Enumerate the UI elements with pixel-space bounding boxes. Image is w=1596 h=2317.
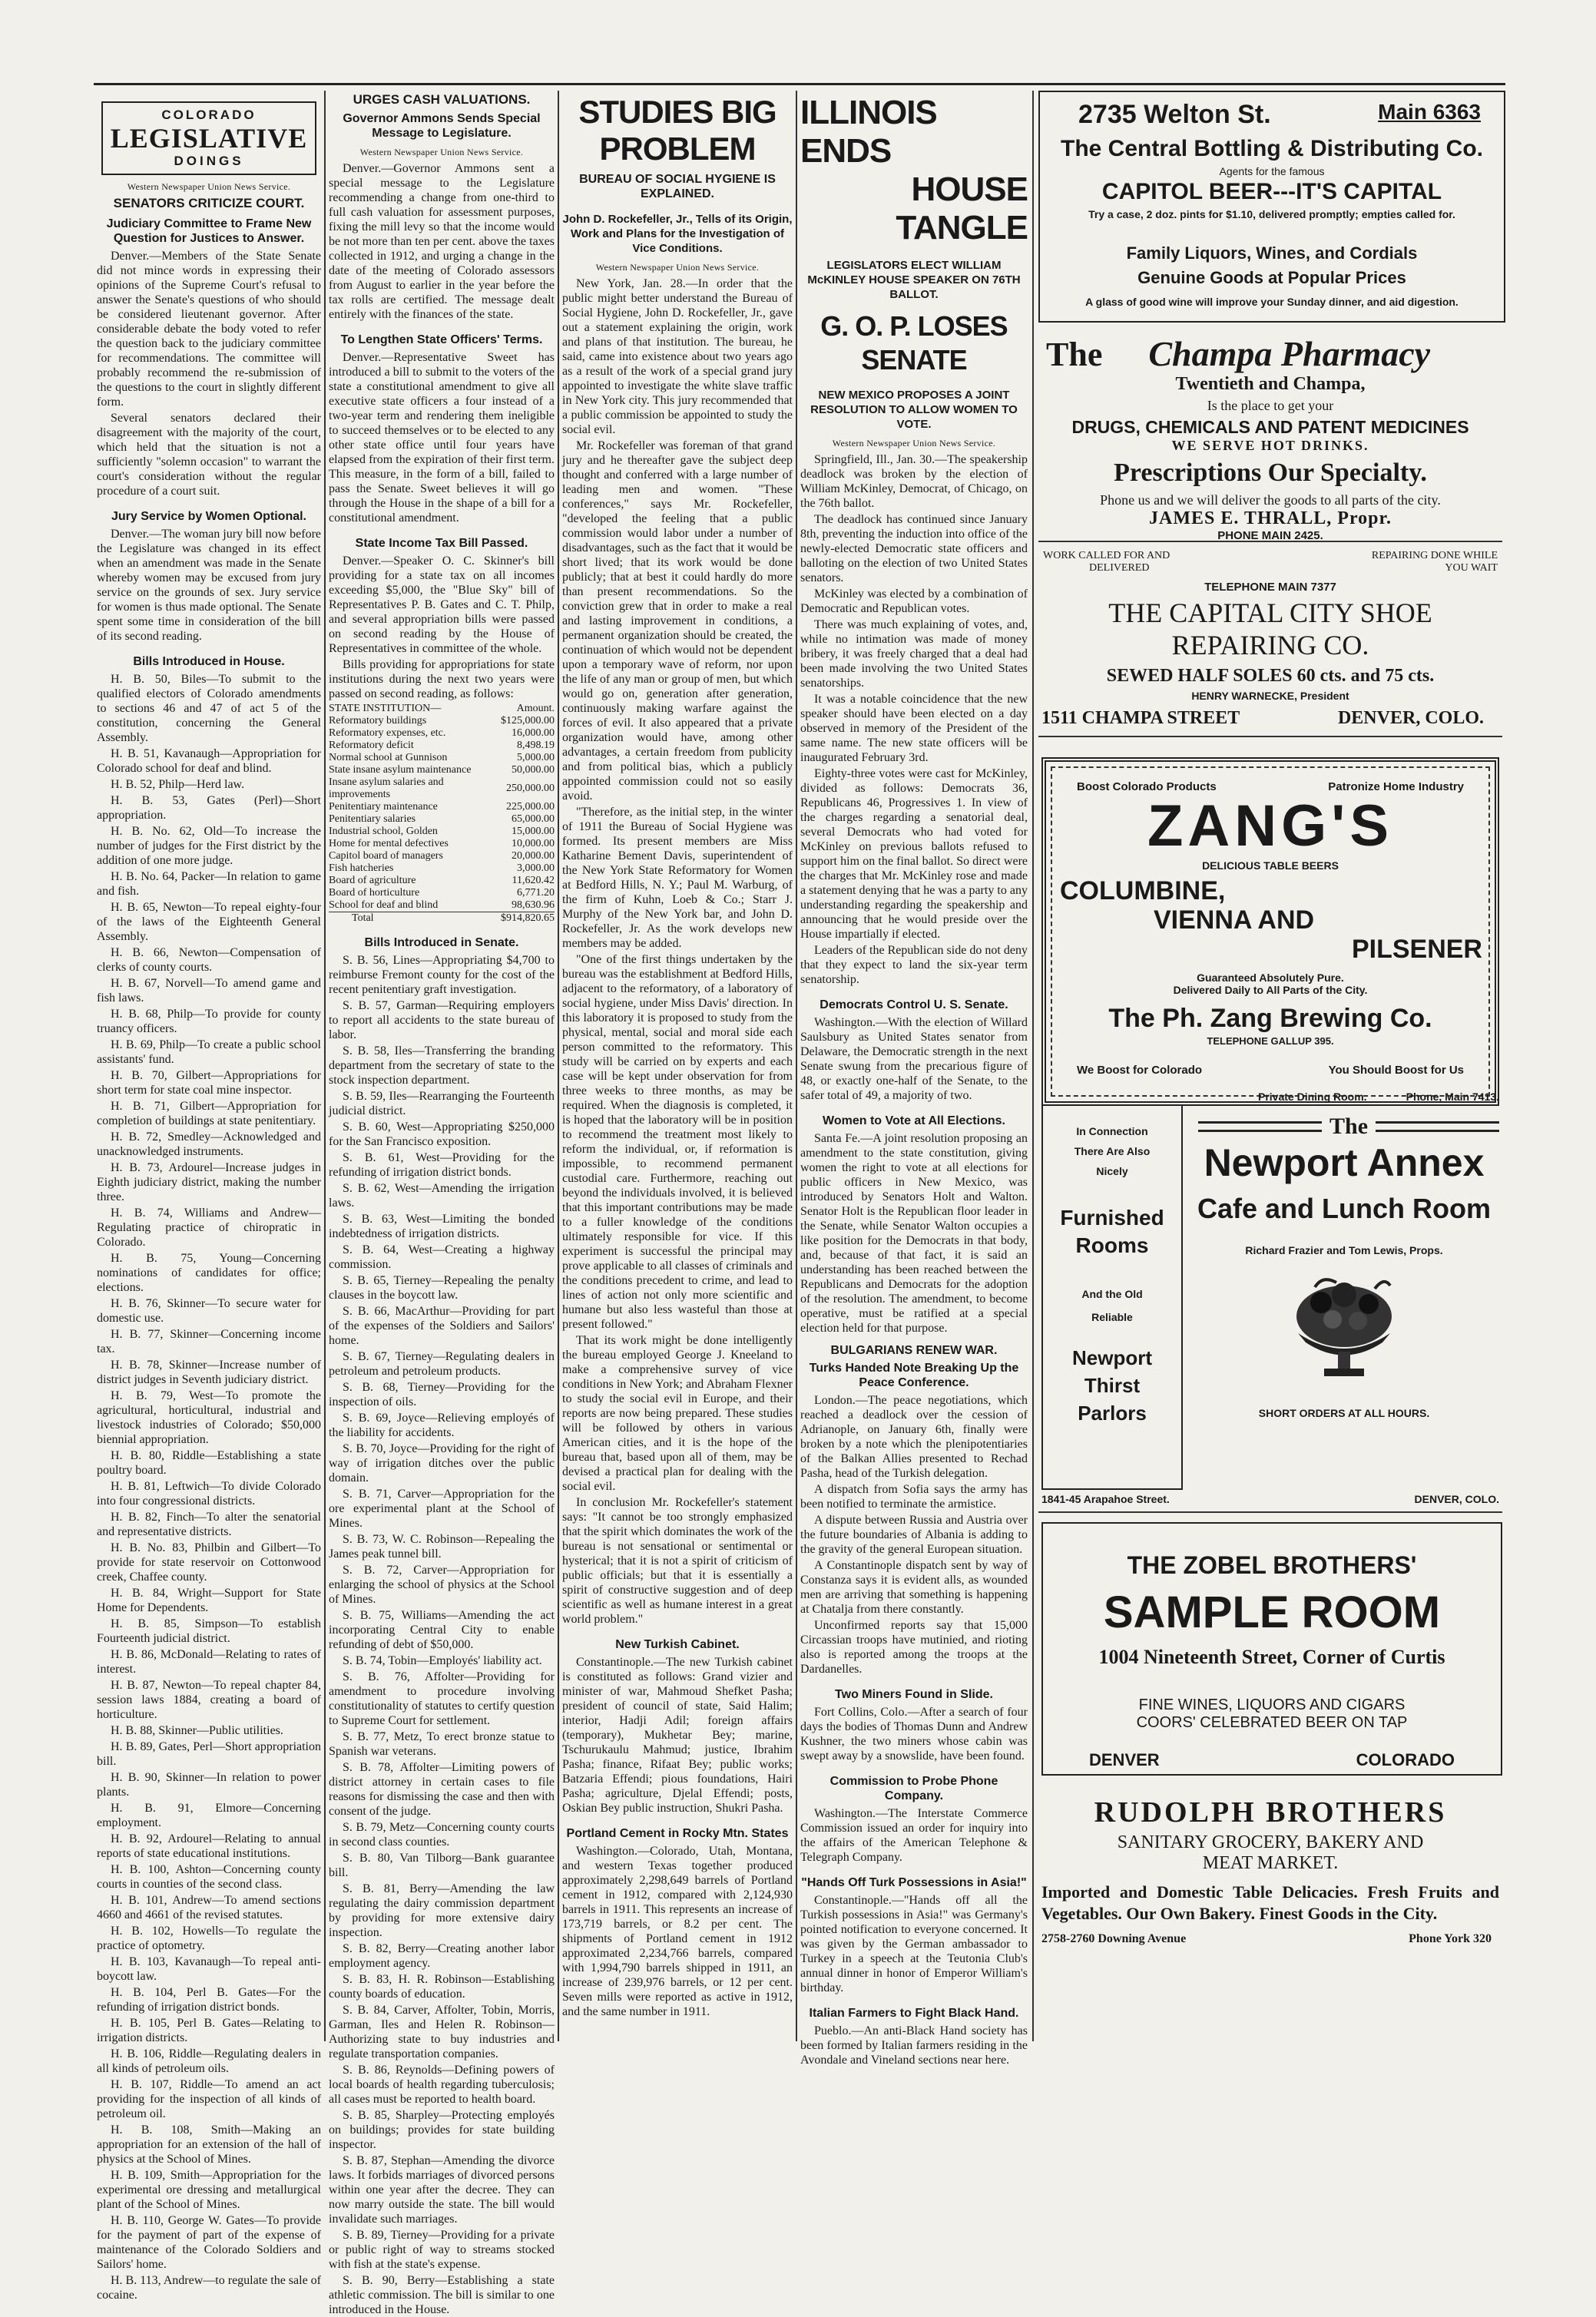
paragraph: Constantinople.—"Hands off all the Turkish possessions in Asia!" was Germany's pointed notification to everyone concerned. It was given by the German ambassador to Turkey in a speech at the Teutonia Club's annual dinner in honor of Emperor William's birthday.	[800, 1894, 1028, 1994]
paragraph: H. B. 88, Skinner—Public utilities.	[111, 1724, 283, 1737]
paragraph: H. B. 75, Young—Concerning nominations of candidates for office; elections.	[97, 1252, 321, 1294]
institution-amount: 65,000.00	[512, 813, 555, 825]
subhead-income-tax: State Income Tax Bill Passed.	[355, 537, 528, 550]
ad-short-orders: SHORT ORDERS AT ALL HOURS.	[1258, 1407, 1430, 1419]
table-row	[329, 727, 555, 740]
paragraph: H. B. 107, Riddle—To amend an act providing for the inspection of all kinds of petroleum oil.	[97, 2078, 321, 2120]
paragraph: S. B. 68, Tierney—Providing for the inspection of oils.	[329, 1381, 555, 1408]
table-row	[329, 813, 555, 826]
paragraph: Constantinople.—The new Turkish cabinet is constituted as follows: Grand vizier and minister of war, Mahmoud Shefket Pasha; president of council of state, Said Halim; interior, Hadji Adil; foreign affairs (temporary), Mukhetar Bey; marine, Tschurukaulu Mahmud; justice, Ibrahim Pasha; finance, Rifaat Bey; public works; Batzaria Effendi; pious foundations, Hairi Pasha; agriculture, Djelal Effendi; posts, Oskian Bey public instruction, Shukri Pasha.	[562, 1656, 793, 1815]
ad-wine: A glass of good wine will improve your Sunday dinner, and aid digestion.	[1085, 296, 1459, 308]
ad-rooms: Rooms	[1075, 1233, 1149, 1257]
ad-champa-pharmacy	[1038, 326, 1502, 542]
institution-name: State insane asylum maintenance	[329, 764, 472, 776]
ad-zobel-colorado: COLORADO	[1356, 1750, 1455, 1769]
column-legislative	[97, 91, 322, 2302]
paragraph: Unconfirmed reports say that 15,000 Circassian troops have mutinied, and rioting also is reported among the troops at the Dardanelles.	[800, 1619, 1028, 1676]
paragraph: Washington.—With the election of Willard Saulsbury as United States senator from Delaware, the Democratic strength in the next Senate swung from the precarious figure of 48, or exactly one-half of the Senate, to the safer total of 49, a majority of two.	[800, 1016, 1028, 1102]
ad-proprietor: JAMES E. THRALL, Propr.	[1149, 508, 1392, 528]
table-row	[329, 715, 555, 727]
paragraph: S. B. 85, Sharpley—Protecting employés on buildings; provides for state building inspector.	[329, 2109, 555, 2151]
ad-newport-sidebox	[1041, 1104, 1183, 1490]
paragraph: S. B. 65, Tierney—Repealing the penalty clauses in the boycott law.	[329, 1274, 555, 1302]
ad-location: Twentieth and Champa,	[1175, 374, 1366, 394]
paragraph: S. B. 90, Berry—Establishing a state athletic commission. The bill is similar to one introduced in the House.	[329, 2274, 555, 2316]
paragraph: H. B. No. 62, Old—To increase the number of judges for the First district by the addition of one more judge.	[97, 825, 321, 867]
ad-columbine: COLUMBINE,	[1060, 876, 1226, 905]
paragraph: S. B. 78, Affolter—Limiting powers of district attorney in certain cases to file reasons for dismissing the case and then with consent of the judge.	[329, 1761, 555, 1818]
ad-newport-address: 1841-45 Arapahoe Street.	[1041, 1493, 1170, 1505]
ad-thirst: Newport Thirst	[1072, 1346, 1152, 1397]
paragraph: Mr. Rockefeller was foreman of that grand jury and he thereafter gave the subject deep thought and conferred with a large number of leading men and women. "These conferences," says Mr. Rockefeller, "developed the feeling that a public commission would labor under a number of disadvantages, such as the fact that it would be short lived; that its work would be done publicly; that at best it could hardly do more than present recommendations. So the conviction grew that in order to make a real and lasting improvement in conditions, a permanent organization should be created, the continuation of which would not be dependent upon a temporary wave of reform, nor upon the life of any man or group of men, but which would go on, generation after generation, continuously making warfare against the forces of evil. It also appeared that a private organization would have, among other advantages, a certain freedom from publicity and from political bias, which a publicly appointed commission could not so easily avoid.	[562, 439, 793, 803]
ad-shoe-address: 1511 CHAMPA STREET	[1041, 708, 1240, 728]
paragraph: S. B. 67, Tierney—Regulating dealers in petroleum and petroleum products.	[329, 1350, 555, 1378]
paragraph: H. B. 53, Gates (Perl)—Short appropriation.	[97, 794, 321, 822]
institution-amount: 5,000.00	[517, 752, 555, 763]
ad-work-called: WORK CALLED FOR AND	[1043, 550, 1171, 561]
ad-drugs: DRUGS, CHEMICALS AND PATENT MEDICINES	[1071, 417, 1469, 437]
institution-name: Normal school at Gunnison	[329, 752, 448, 763]
institution-amount: $125,000.00	[501, 715, 555, 727]
paragraph: There was much explaining of votes, and, while no intimation was made of money bribery, it was freely charged that a deal had been made involving the two United States senatorships.	[800, 618, 1028, 690]
paragraph: H. B. No. 83, Philbin and Gilbert—To provide for state reservoir on Cottonwood creek, Chaffee county.	[97, 1541, 321, 1584]
paragraph: Santa Fe.—A joint resolution proposing an amendment to the state constitution, giving women the right to vote at all elections for public officers in New Mexico, was introduced by Senators Holt and Walton. Senator Holt is the Republican floor leader in the Senate, while Senator Walton occupies a like position for the Democrats in that body, and, because of that fact, it is said an understanding has been reached between the Republicans and Democrats for the adoption of the resolution. The amendment, to become operative, must be ratified at a special election held for that purpose.	[800, 1132, 1028, 1335]
ad-repairing: REPAIRING DONE WHILE	[1371, 550, 1498, 561]
paragraph: H. B. 105, Perl B. Gates—Relating to irrigation districts.	[97, 2017, 321, 2044]
ad-zobel-denver: DENVER	[1089, 1750, 1160, 1769]
institution-name: Board of horticulture	[329, 887, 420, 899]
paragraph: McKinley was elected by a combination of Democratic and Republican votes.	[800, 588, 1028, 615]
ad-line: In Connection	[1076, 1125, 1148, 1137]
paragraph: H. B. 102, Howells—To regulate the practice of optometry.	[97, 1925, 321, 1952]
ad-boost-us: You Should Boost for Us	[1328, 1064, 1464, 1077]
institution-amount: 16,000.00	[512, 727, 555, 739]
paragraph: H. B. 51, Kavanaugh—Appropriation for Colorado school for deaf and blind.	[97, 747, 321, 775]
ad-shoe-name2: REPAIRING CO.	[1171, 630, 1369, 660]
bulgarian-article	[800, 1393, 1028, 1677]
ad-zang-telephone: TELEPHONE GALLUP 395.	[1207, 1035, 1334, 1047]
paragraph: H. B. 103, Kavanaugh—To repeal anti-boycott law.	[97, 1955, 321, 1983]
headline-valuations: URGES CASH VALUATIONS.	[353, 92, 531, 107]
institution-name: Reformatory deficit	[329, 740, 414, 751]
paragraph: Denver.—The woman jury bill now before the Legislature was changed in its effect when an amendment was made in the Senate whereby women may be excused from jury service on the grounds of sex. Jury service for women is thus made optional. The Senate spent some time in consideration of the bill of its second reading.	[97, 528, 321, 643]
paragraph: H. B. 92, Ardourel—Relating to annual reports of state educational institutions.	[97, 1832, 321, 1860]
paragraph: Washington.—Colorado, Utah, Montana, and western Texas together produced approximately 2,298,649 barrels of Portland cement in 1912, compared with 2,124,930 barrels in 1911. This represents an increase of 173,719 barrels, or 8.2 per cent. The shipments of Portland cement in 1912 approximated 2,234,766 barrels, compared with 1,994,790 barrels shipped in 1911, an increase of 239,976 barrels, or 12 per cent. Seven mills were reported as active in 1912, and the same number in 1911.	[562, 1845, 793, 2018]
table-total-value: $914,820.65	[501, 912, 555, 924]
table-row	[329, 875, 555, 887]
ad-zobel-name: THE ZOBEL BROTHERS'	[1127, 1551, 1417, 1579]
ad-vienna: VIENNA AND	[1154, 905, 1315, 935]
institution-name: School for deaf and blind	[329, 899, 439, 911]
column-divider	[1032, 91, 1034, 2041]
ad-newport-the: The	[1329, 1114, 1369, 1139]
ad-shoe-name1: THE CAPITAL CITY SHOE	[1108, 597, 1432, 628]
ad-line: Reliable	[1091, 1311, 1133, 1323]
paragraph: A Constantinople dispatch sent by way of Constanza says it is evident alls, as wounded men are arriving that something is happening at Chatalja from there constantly.	[800, 1559, 1028, 1616]
ad-sanitary: SANITARY GROCERY, BAKERY AND	[1117, 1832, 1424, 1852]
institution-name: Penitentiary salaries	[329, 813, 416, 825]
paragraph: S. B. 72, Carver—Appropriation for enlarging the school of physics at the School of Mines.	[329, 1564, 555, 1606]
ad-zangs: ZANG'S	[1147, 793, 1394, 859]
ad-genuine: Genuine Goods at Popular Prices	[1137, 268, 1406, 287]
paragraph: H. B. 91, Elmore—Concerning employment.	[97, 1802, 321, 1829]
institution-name: Reformatory buildings	[329, 715, 427, 727]
paragraph: S. B. 84, Carver, Affolter, Tobin, Morris, Garman, Iles and Helen R. Robinson—Authorizing state to buy industries and regulate transportation companies.	[329, 2004, 555, 2060]
ad-line: Nicely	[1096, 1165, 1128, 1177]
ad-specialty: Prescriptions Our Specialty.	[1114, 458, 1427, 487]
credit: Western Newspaper Union News Service.	[127, 181, 291, 192]
table-total-label: Total	[329, 912, 501, 925]
paragraph: It was a notable coincidence that the new speaker should have been elected on a day observed in memory of the President of the same name. The new state officers will be inaugurated February 3rd.	[800, 693, 1028, 764]
ad-central-bottling	[1038, 91, 1505, 323]
institution-amount: 8,498.19	[517, 740, 555, 751]
paragraph: S. B. 86, Reynolds—Defining powers of local boards of health regarding tuberculosis; all cases must be reported to health board.	[329, 2064, 555, 2106]
ad-zobel-address: 1004 Nineteenth Street, Corner of Curtis	[1098, 1646, 1445, 1668]
ad-rudolph-brothers	[1038, 1779, 1502, 2001]
institution-name: Fish hatcheries	[329, 862, 394, 874]
paragraph: Several senators declared their disagreement with the majority of the court, which held that the situation is not a sufficiently "solemn occasion" to warrant the court's consideration without the regular procedure of a court suit.	[97, 412, 321, 498]
subhead-italian: Italian Farmers to Fight Black Hand.	[809, 2007, 1019, 2020]
paragraph: H. B. 81, Leftwich—To divide Colorado into four congressional districts.	[97, 1480, 321, 1508]
paragraph: H. B. 65, Newton—To repeal eighty-four of the laws of the Eighteenth General Assembly.	[97, 901, 321, 943]
paragraph: H. B. 79, West—To promote the agricultural, horticultural, industrial and livestock industries of Colorado; $50,000 biennial appropriation.	[97, 1389, 321, 1446]
paragraph: S. B. 83, H. R. Robinson—Establishing county boards of education.	[329, 1973, 555, 2001]
paragraph: S. B. 77, Metz, To erect bronze statue to Spanish war veterans.	[329, 1730, 555, 1758]
headline-senators: SENATORS CRITICIZE COURT.	[113, 196, 305, 210]
paragraph: Denver.—Speaker O. C. Skinner's bill providing for a state tax on all incomes exceeding $5,000, the "Blue Sky" bill of Representatives P. B. Gates and C. T. Philp, and several appropriation bills were passed on second reading by the House of Representatives in committee of the whole.	[329, 554, 555, 655]
institution-name: Industrial school, Golden	[329, 826, 438, 837]
appropriation-table	[329, 703, 555, 925]
ad-rudolph-phone: Phone York 320	[1409, 1932, 1492, 1945]
senate-bills-list	[329, 953, 555, 2317]
paragraph: S. B. 59, Iles—Rearranging the Fourteenth judicial district.	[329, 1090, 555, 1117]
paragraph: S. B. 60, West—Appropriating $250,000 for the San Francisco exposition.	[329, 1120, 555, 1148]
subhead-terms: To Lengthen State Officers' Terms.	[340, 333, 543, 346]
institution-amount: 98,630.96	[512, 899, 555, 911]
institution-amount: 6,771.20	[517, 887, 555, 899]
credit: Western Newspaper Union News Service.	[595, 262, 760, 273]
paragraph: In conclusion Mr. Rockefeller's statement says: "It cannot be too strongly emphasized that the spirit which dominates the work of the bureau is not sensational or sentimental or hysterical; that it is not a spirit of criticism of public officials; but that it is essentially a spirit of constructive suggestion and of deep scientific as well as humane interest in a great world problem."	[562, 1496, 793, 1626]
paragraph: S. B. 58, Iles—Transferring the branding department from the secretary of state to the stock inspection department.	[329, 1044, 555, 1087]
institution-name: Board of agriculture	[329, 875, 416, 886]
paragraph: S. B. 71, Carver—Appropriation for the ore experimental plant at the School of Mines.	[329, 1488, 555, 1530]
ad-you-wait: YOU WAIT	[1445, 562, 1498, 574]
legislative-box	[101, 101, 316, 175]
ad-zang-company: The Ph. Zang Brewing Co.	[1108, 1004, 1432, 1033]
ad-cafe: Cafe and Lunch Room	[1197, 1193, 1491, 1224]
paragraph: S. B. 80, Van Tilborg—Bank guarantee bill.	[329, 1852, 555, 1879]
ad-telephone: TELEPHONE MAIN 7377	[1204, 581, 1336, 594]
paragraph: H. B. 74, Williams and Andrew—Regulating practice of chiropratic in Colorado.	[97, 1206, 321, 1249]
illinois-article	[800, 452, 1028, 987]
ad-newport-phone: Phone, Main 7413.	[1406, 1091, 1499, 1103]
institution-amount: 3,000.00	[517, 862, 555, 874]
paragraph: The deadlock has continued since January 8th, preventing the induction into office of the newly-elected Democratic state officers and balloting on the election of two United States senators.	[800, 513, 1028, 584]
ad-line: And the Old	[1081, 1288, 1143, 1300]
ad-fine-wines: FINE WINES, LIQUORS AND CIGARS	[1138, 1696, 1406, 1713]
table-row	[329, 838, 555, 850]
paragraph: S. B. 76, Affolter—Providing for amendment to procedure involving constitutionality of statutes to certify question to Supreme Court for settlement.	[329, 1670, 555, 1727]
paragraph: Eighty-three votes were cast for McKinley, divided as follows: Democrats 36, Republicans 46, Progressives 1. In view of the charges regarding a senatorial deal, several Democrats who had voted for McKinley on previous ballots refused to support him on the final ballot. So direct were the charges that Mr. McKinley rose and made a statement denying that he was a party to any understanding regarding the speakership and announcing that he would preside over the House impartially if elected.	[800, 767, 1028, 941]
paragraph: Denver.—Members of the State Senate did not mince words in expressing their opinions of the Supreme Court's refusal to answer the Senate's questions of who should be considered lieutenant governor. After considerable debate the body voted to refer the question back to the judiciary committee for recommendations. The committee will probably recommend the re-submission of the questions to the court in slightly different form.	[97, 250, 321, 409]
ad-phone: PHONE MAIN 2425.	[1217, 529, 1323, 542]
ad-pilsener: PILSENER	[1351, 935, 1482, 964]
paragraph: H. B. 72, Smedley—Acknowledged and unacknowledged instruments.	[97, 1130, 321, 1158]
box-bot: DOINGS	[174, 154, 244, 168]
subhead-new-mexico: NEW MEXICO PROPOSES A JOINT RESOLUTION TO ALLOW WOMEN TO VOTE.	[810, 389, 1018, 431]
subhead-cabinet: New Turkish Cabinet.	[615, 1638, 740, 1651]
paragraph: Bills providing for appropriations for state institutions during the next two years were passed on second reading, as follows:	[329, 658, 555, 700]
ad-capitol-beer: CAPITOL BEER---IT'S CAPITAL	[1101, 179, 1442, 204]
column-valuations	[329, 91, 555, 2316]
paragraph: H. B. 70, Gilbert—Appropriations for short term for state coal mine inspector.	[97, 1069, 321, 1097]
headline-gop: G. O. P. LOSES SENATE	[820, 310, 1008, 376]
ad-zobel-brothers	[1041, 1522, 1502, 1776]
paragraph: S. B. 70, Joyce—Providing for the right of way of irrigation ditches over the public domain.	[329, 1442, 555, 1485]
paragraph: Leaders of the Republican side do not deny that they expect to land the six-year term senatorship.	[800, 944, 1028, 986]
ad-newport-props: Richard Frazier and Tom Lewis, Props.	[1245, 1244, 1443, 1256]
column-divider	[558, 91, 559, 2041]
table-header-right: Amount.	[516, 703, 555, 714]
paragraph: S. B. 66, MacArthur—Providing for part of the expenses of the Soldiers and Sailors' home.	[329, 1305, 555, 1347]
institution-amount: 250,000.00	[506, 783, 555, 794]
paragraph: S. B. 64, West—Creating a highway commission.	[329, 1243, 555, 1271]
ad-pure: Guaranteed Absolutely Pure.	[1197, 971, 1344, 984]
paragraph: H. B. 67, Norvell—To amend game and fish laws.	[97, 977, 321, 1005]
paragraph: "Therefore, as the initial step, in the winter of 1911 the Bureau of Social Hygiene was formed. Its present members are Miss Katharine Bement Davis, superintendent of the New York State Reformatory for Women at Bedford Hills, N. Y.; Paul M. Warburg, of the firm of Kuhn, Loeb & Co.; Starr J. Murphy of the New York bar, and John D. Rockefeller, Jr. As the work develops new members may be added.	[562, 806, 793, 950]
institution-amount: 10,000.00	[512, 838, 555, 849]
paragraph: S. B. 75, Williams—Amending the act incorporating Central City to enable refunding of debt of $50,000.	[329, 1609, 555, 1651]
box-mid: LEGISLATIVE	[110, 123, 308, 154]
paragraph: London.—The peace negotiations, which reached a deadlock over the cession of Adrianople, on January 6th, finally were broken by a note which the plenipotentiaries of the Balkan Allies presented to Rechad Pasha, head of the Turkish delegation.	[800, 1394, 1028, 1480]
paragraph: H. B. 69, Philp—To create a public school assistants' fund.	[97, 1038, 321, 1066]
paragraph: Fort Collins, Colo.—After a search of four days the bodies of Thomas Dunn and Andrew Kushner, the two miners whose cabin was swept away by a snowslide, have been found.	[800, 1706, 1028, 1763]
institution-amount: 11,620.42	[512, 875, 555, 886]
institution-name: Insane asylum salaries and improvements	[329, 776, 444, 800]
subhead-judiciary: Judiciary Committee to Frame New Question for Justices to Answer.	[106, 217, 312, 245]
paragraph: H. B. 80, Riddle—Establishing a state poultry board.	[97, 1449, 321, 1477]
ad-private-dining: Private Dining Room.	[1258, 1091, 1367, 1103]
subhead-turks: Turks Handed Note Breaking Up the Peace Conference.	[809, 1362, 1019, 1389]
ad-soles: SEWED HALF SOLES 60 cts. and 75 cts.	[1106, 666, 1435, 686]
paragraph: S. B. 69, Joyce—Relieving employés of the liability for accidents.	[329, 1412, 555, 1439]
paragraph: "One of the first things undertaken by the bureau was the establishment at Bedford Hills, adjacent to the reformatory, of a laboratory of social hygiene, under Miss Davis' direction. In this laboratory it is proposed to study from the physical, mental, social and moral side each person committed to the reformatory. This study will be carried on by experts and each case will be kept under observation for from three weeks to three months, as may be required. When the diagnosis is completed, it is hoped that the laboratory will be in position to recommend the treatment most likely to reform the individual, or, if reformation is impossible, to recommend permanent custodial care. Furthermore, reaching out beyond the individuals involved, it is believed that this important contributions may be made to a fuller knowledge of the conditions ultimately responsible for vice. If this experiment is successful the principal may prove applicable to all classes of criminals and the conditions precedent to crime, and lead to lines of action not only more scientific and humane but also less wasteful than those at present followed."	[562, 953, 793, 1331]
paragraph: Washington.—The Interstate Commerce Commission issued an order for inquiry into the affairs of the American Telephone & Telegraph Company.	[800, 1807, 1028, 1864]
ad-newport-annex	[1038, 1087, 1502, 1513]
paragraph: S. B. 81, Berry—Amending the law regulating the dairy commission department by providing for more extensive dairy inspection.	[329, 1882, 555, 1939]
ad-rudolph-address: 2758-2760 Downing Avenue	[1041, 1932, 1187, 1945]
top-rule	[94, 83, 1505, 85]
institution-name: Reformatory expenses, etc.	[329, 727, 446, 739]
paragraph: New York, Jan. 28.—In order that the public might better understand the Bureau of Social Hygiene, John D. Rockefeller, Jr., gave out a statement explaining the origin, work and plans of that institution. The bureau, he said, came into existence about two years ago as a result of the work of a special grand jury appointed to investigate the white slave traffic in New York city. This jury recommended that a public commission be appointed to study the social evil.	[562, 277, 793, 436]
credit: Western Newspaper Union News Service.	[832, 438, 996, 449]
paragraph: H. B. 52, Philp—Herd law.	[111, 778, 245, 791]
paragraph: H. B. 85, Simpson—To establish Fourteenth judicial district.	[97, 1617, 321, 1645]
ad-coors: COORS' CELEBRATED BEER ON TAP	[1136, 1714, 1408, 1731]
paragraph: A dispute between Russia and Austria over the future boundaries of Albania is adding to the gravity of the general European situation.	[800, 1514, 1028, 1556]
paragraph: S. B. 57, Garman—Requiring employers to report all accidents to the state bureau of labor.	[329, 999, 555, 1041]
paragraph: S. B. 74, Tobin—Employés' liability act.	[343, 1654, 542, 1667]
ad-president: HENRY WARNECKE, President	[1191, 690, 1349, 702]
paragraph: H. B. 106, Riddle—Regulating dealers in all kinds of petroleum oils.	[97, 2047, 321, 2075]
ad-boost-colorado: We Boost for Colorado	[1077, 1064, 1203, 1077]
headline-bulgarians: BULGARIANS RENEW WAR.	[830, 1344, 998, 1357]
paragraph: H. B. 73, Ardourel—Increase judges in Eighth judiciary district, making the number three.	[97, 1161, 321, 1203]
paragraph: S. B. 82, Berry—Creating another labor employment agency.	[329, 1942, 555, 1970]
box-top: COLORADO	[161, 108, 257, 122]
ad-delivered-daily: Delivered Daily to All Parts of the City.	[1173, 984, 1368, 996]
table-row	[329, 776, 555, 801]
subhead-mckinley: LEGISLATORS ELECT WILLIAM McKINLEY HOUSE SPEAKER ON 76TH BALLOT.	[807, 259, 1021, 301]
paragraph: H. B. 82, Finch—To alter the senatorial and representative districts.	[97, 1511, 321, 1538]
paragraph: S. B. 73, W. C. Robinson—Repealing the James peak tunnel bill.	[329, 1533, 555, 1561]
paragraph: H. B. 109, Smith—Appropriation for the experimental ore dressing and metallurgical plant of the School of Mines.	[97, 2169, 321, 2211]
ad-line: There Are Also	[1074, 1145, 1151, 1157]
credit: Western Newspaper Union News Service.	[359, 147, 524, 157]
table-row	[329, 826, 555, 838]
paragraph: H. B. 108, Smith—Making an appropriation for an extension of the hall of physics at the School of Mines.	[97, 2123, 321, 2166]
paragraph: H. B. 101, Andrew—To amend sections 4660 and 4661 of the revised statutes.	[97, 1894, 321, 1921]
subhead-rockefeller: John D. Rockefeller, Jr., Tells of its Origin, Work and Plans for the Investigation of Vice Conditions.	[562, 213, 793, 255]
subhead-miners: Two Miners Found in Slide.	[835, 1688, 993, 1701]
institution-amount: 20,000.00	[512, 850, 555, 862]
paragraph: H. B. 50, Biles—To submit to the qualified electors of Colorado amendments to sections 46 and 47 of act 5 of the constitution, concerning the General Assembly.	[97, 673, 321, 744]
paragraph: S. B. 87, Stephan—Amending the divorce laws. It forbids marriages of divorced persons within one year after the decree. They can now marry outside the state. The bill would invalidate such marriages.	[329, 2154, 555, 2226]
paragraph: S. B. 89, Tierney—Providing for a private or public right of way to streams stocked with fish at the state's expense.	[329, 2229, 555, 2271]
institution-name: Home for mental defectives	[329, 838, 449, 849]
subhead-jury: Jury Service by Women Optional.	[111, 510, 306, 523]
ad-hot-drinks: WE SERVE HOT DRINKS.	[1171, 438, 1369, 453]
ad-furnished: Furnished	[1060, 1206, 1164, 1230]
paragraph: A dispatch from Sofia says the army has been notified to terminate the armistice.	[800, 1483, 1028, 1511]
ad-newport-city: DENVER, COLO.	[1414, 1493, 1499, 1505]
subhead-cement: Portland Cement in Rocky Mtn. States	[566, 1827, 789, 1840]
headline-illinois-a: ILLINOIS ENDS	[800, 94, 937, 170]
paragraph: H. B. 84, Wright—Support for State Home for Dependents.	[97, 1587, 321, 1614]
subhead-phone: Commission to Probe Phone Company.	[829, 1775, 998, 1802]
ad-phone-us: Phone us and we will deliver the goods to all parts of the city.	[1100, 492, 1441, 508]
headline-studies: STUDIES BIG PROBLEM	[578, 94, 776, 167]
table-row	[329, 801, 555, 813]
paragraph: Denver.—Governor Ammons sent a special message to the Legislature recommending a change from one-third to full cash valuation for assessment purposes, fixing the mill levy so that the income would be not more than ten per cent. above the taxes collected in 1912, and urging a change in the date of the meeting of Colorado assessors from August to earlier in the year before the tax rolls are certified. The message dealt entirely with the finances of the state.	[329, 162, 555, 321]
subhead-hands-off: "Hands Off Turk Possessions in Asia!"	[801, 1876, 1027, 1889]
paragraph: H. B. 86, McDonald—Relating to rates of interest.	[97, 1648, 321, 1676]
institution-amount: 50,000.00	[512, 764, 555, 776]
ad-delicious: DELICIOUS TABLE BEERS	[1202, 859, 1339, 872]
paragraph: H. B. 68, Philp—To provide for county truancy officers.	[97, 1008, 321, 1035]
ad-meat-market: MEAT MARKET.	[1202, 1853, 1339, 1873]
ad-delivered: DELIVERED	[1089, 562, 1150, 574]
ad-liquors: Family Liquors, Wines, and Cordials	[1126, 243, 1418, 263]
table-row	[329, 887, 555, 899]
rockefeller-article	[562, 276, 793, 1627]
paragraph: That its work might be done intelligently the bureau employed George J. Kneeland to make a comprehensive survey of vice conditions in New York; and Abraham Flexner to study the social evil in Europe, and their reports are now being prepared. These studies will be followed by others in various American cities, and it is the hope of the bureau that, based upon all of them, may be devised a practical plan for dealing with the social evil.	[562, 1334, 793, 1493]
column-divider	[324, 91, 326, 2041]
ad-sample-room: SAMPLE ROOM	[1103, 1587, 1441, 1637]
subhead-senate-bills: Bills Introduced in Senate.	[364, 936, 519, 949]
table-row	[329, 764, 555, 776]
paragraph: S. B. 62, West—Amending the irrigation laws.	[329, 1182, 555, 1210]
paragraph: H. B. 76, Skinner—To secure water for domestic use.	[97, 1297, 321, 1325]
ad-rudolph-desc: Imported and Domestic Table Delicacies. Fresh Fruits and Vegetables. Our Own Bakery. Finest Goods in the City.	[1041, 1882, 1499, 1923]
ad-offer: Try a case, 2 doz. pints for $1.10, delivered promptly; empties called for.	[1088, 208, 1455, 220]
ad-zang-brewing	[1041, 757, 1499, 1106]
institution-name: Capitol board of managers	[329, 850, 443, 862]
paragraph: H. B. 104, Perl B. Gates—For the refunding of irrigation district bonds.	[97, 1986, 321, 2014]
ad-boost-products: Boost Colorado Products	[1077, 780, 1217, 793]
ad-pharmacy-name: Champa Pharmacy	[1148, 334, 1431, 373]
ad-agents: Agents for the famous	[1219, 165, 1325, 177]
ad-newport-name: Newport Annex	[1204, 1141, 1485, 1184]
fruit-bowl-icon	[1267, 1272, 1421, 1387]
institution-name: Penitentiary maintenance	[329, 801, 438, 813]
ad-parlors: Parlors	[1078, 1402, 1147, 1425]
table-row	[329, 740, 555, 752]
paragraph: H. B. 71, Gilbert—Appropriation for completion of buildings at state penitentiary.	[97, 1100, 321, 1127]
ad-shoe-repair	[1038, 547, 1502, 737]
column-illinois	[800, 91, 1028, 2067]
ad-the: The	[1046, 336, 1103, 373]
paragraph: S. B. 63, West—Limiting the bonded indebtedness of irrigation districts.	[329, 1213, 555, 1240]
headline-illinois-b: HOUSE TANGLE	[896, 170, 1028, 247]
house-bills-list	[97, 672, 321, 2302]
table-row	[329, 899, 555, 912]
ad-address: 2735 Welton St.	[1078, 100, 1271, 129]
institution-amount: 15,000.00	[512, 826, 555, 837]
paragraph: H. B. 78, Skinner—Increase number of district judges in Seventh judiciary district.	[97, 1359, 321, 1386]
paragraph: H. B. 100, Ashton—Concerning county courts in counties of the second class.	[97, 1863, 321, 1891]
ad-company: The Central Bottling & Distributing Co.	[1061, 136, 1483, 161]
paragraph: S. B. 56, Lines—Appropriating $4,700 to reimburse Fremont county for the cost of the recent penitentiary graft investigation.	[329, 954, 555, 996]
paragraph: H. B. 66, Newton—Compensation of clerks of county courts.	[97, 946, 321, 974]
subhead-bureau: BUREAU OF SOCIAL HYGIENE IS EXPLAINED.	[579, 173, 776, 200]
column-rockefeller	[562, 91, 793, 2041]
paragraph: H. B. 113, Andrew—to regulate the sale of cocaine.	[97, 2274, 322, 2302]
paragraph: S. B. 79, Metz—Concerning county courts in second class counties.	[329, 1821, 555, 1849]
ad-shoe-city: DENVER, COLO.	[1337, 708, 1484, 728]
paragraph: Denver.—Representative Sweet has introduced a bill to submit to the voters of the state a constitutional amendment to give all executive state officers a four instead of a two-year term and rendering them ineligible to succeed themselves or to be elected to any other state office until four years have elapsed from the expiration of their first term. This measure, in the form of a bill, failed to pass the Senate. Sweet believes it will go through the House in the shape of a bill for a constitutional amendment.	[329, 351, 555, 525]
paragraph: H. B. No. 64, Packer—In relation to game and fish.	[97, 870, 321, 898]
paragraph: S. B. 61, West—Providing for the refunding of irrigation district bonds.	[329, 1151, 555, 1179]
ad-phone: Main 6363	[1378, 100, 1481, 124]
paragraph: H. B. 77, Skinner—Concerning income tax.	[97, 1328, 321, 1355]
table-header-left: STATE INSTITUTION—	[329, 703, 442, 714]
subhead-house-bills: Bills Introduced in House.	[133, 655, 285, 668]
subhead-ammons: Governor Ammons Sends Special Message to Legislature.	[343, 112, 541, 140]
institution-amount: 225,000.00	[506, 801, 555, 813]
ad-rudolph-name: RUDOLPH BROTHERS	[1094, 1796, 1447, 1829]
ad-place: Is the place to get your	[1207, 398, 1334, 413]
paragraph: Pueblo.—An anti-Black Hand society has been formed by Italian farmers residing in the Avondale and Vineland sections near here.	[800, 2024, 1028, 2067]
subhead-women: Women to Vote at All Elections.	[823, 1114, 1005, 1127]
paragraph: H. B. 89, Gates, Perl—Short appropriation bill.	[97, 1740, 321, 1768]
table-row	[329, 862, 555, 875]
paragraph: H. B. 110, George W. Gates—To provide for the payment of part of the expense of maintenance of the Colorado Soldiers and Sailors' home.	[97, 2214, 321, 2271]
table-row	[329, 850, 555, 862]
subhead-democrats: Democrats Control U. S. Senate.	[820, 998, 1008, 1011]
ad-home-industry: Patronize Home Industry	[1328, 780, 1464, 793]
paragraph: H. B. 90, Skinner—In relation to power plants.	[97, 1771, 321, 1799]
table-row	[329, 752, 555, 764]
paragraph: Springfield, Ill., Jan. 30.—The speakership deadlock was broken by the election of William McKinley, Democrat, of Chicago, on the 76th ballot.	[800, 453, 1028, 510]
paragraph: H. B. 87, Newton—To repeal chapter 84, session laws 1884, creating a board of horticulture.	[97, 1679, 321, 1721]
column-divider	[796, 91, 797, 2041]
